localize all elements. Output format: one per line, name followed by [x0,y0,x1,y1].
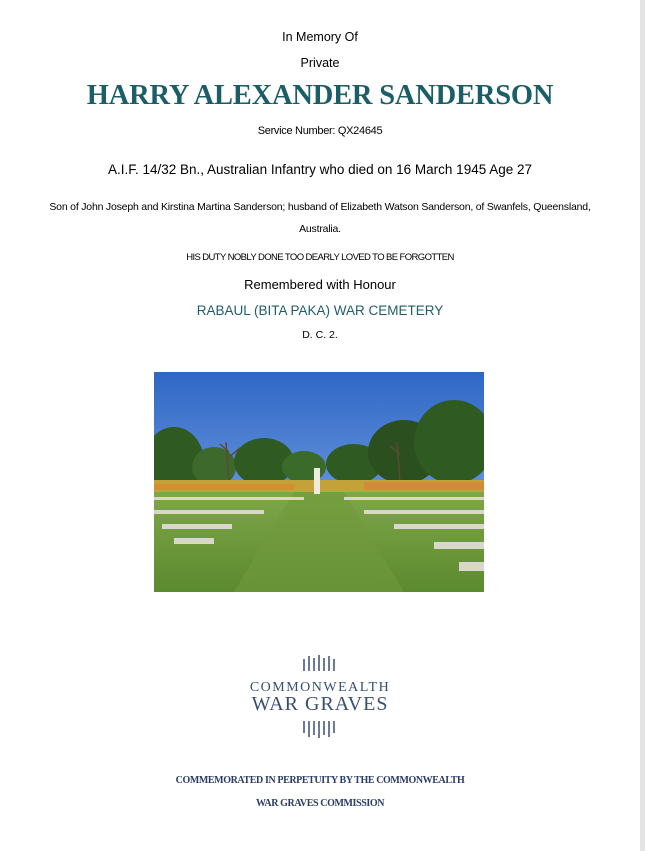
unit-and-death: A.I.F. 14/32 Bn., Australian Infantry who died on 16 March 1945 Age 27 [107,162,533,177]
rank-text: Private [300,56,340,70]
soldier-name: HARRY ALEXANDER SANDERSON [86,80,554,111]
intro-text: In Memory Of [282,30,358,44]
footer-line-1: COMMEMORATED IN PERPETUITY BY THE COMMONWEALTH [175,775,465,786]
epitaph: HIS DUTY NOBLY DONE TOO DEARLY LOVED TO BE FORGOTTEN [186,252,454,263]
grave-reference: D. C. 2. [302,329,338,341]
footer-line-2: WAR GRAVES COMMISSION [255,798,385,809]
cemetery-name: RABAUL (BITA PAKA) WAR CEMETERY [196,303,444,318]
service-number: Service Number: QX24645 [257,125,383,137]
page-edge [640,0,645,851]
family-details: Son of John Joseph and Kirstina Martina Sanderson; husband of Elizabeth Watson Sanderson, of Swanfels, Queensland, Australia. [49,201,591,235]
logo-text-commonwealth: COMMONWEALTH [249,680,391,695]
logo-text-war-graves: WAR GRAVES [251,693,389,715]
remembered-text: Remembered with Honour [244,277,396,292]
cemetery-photo [154,372,484,592]
